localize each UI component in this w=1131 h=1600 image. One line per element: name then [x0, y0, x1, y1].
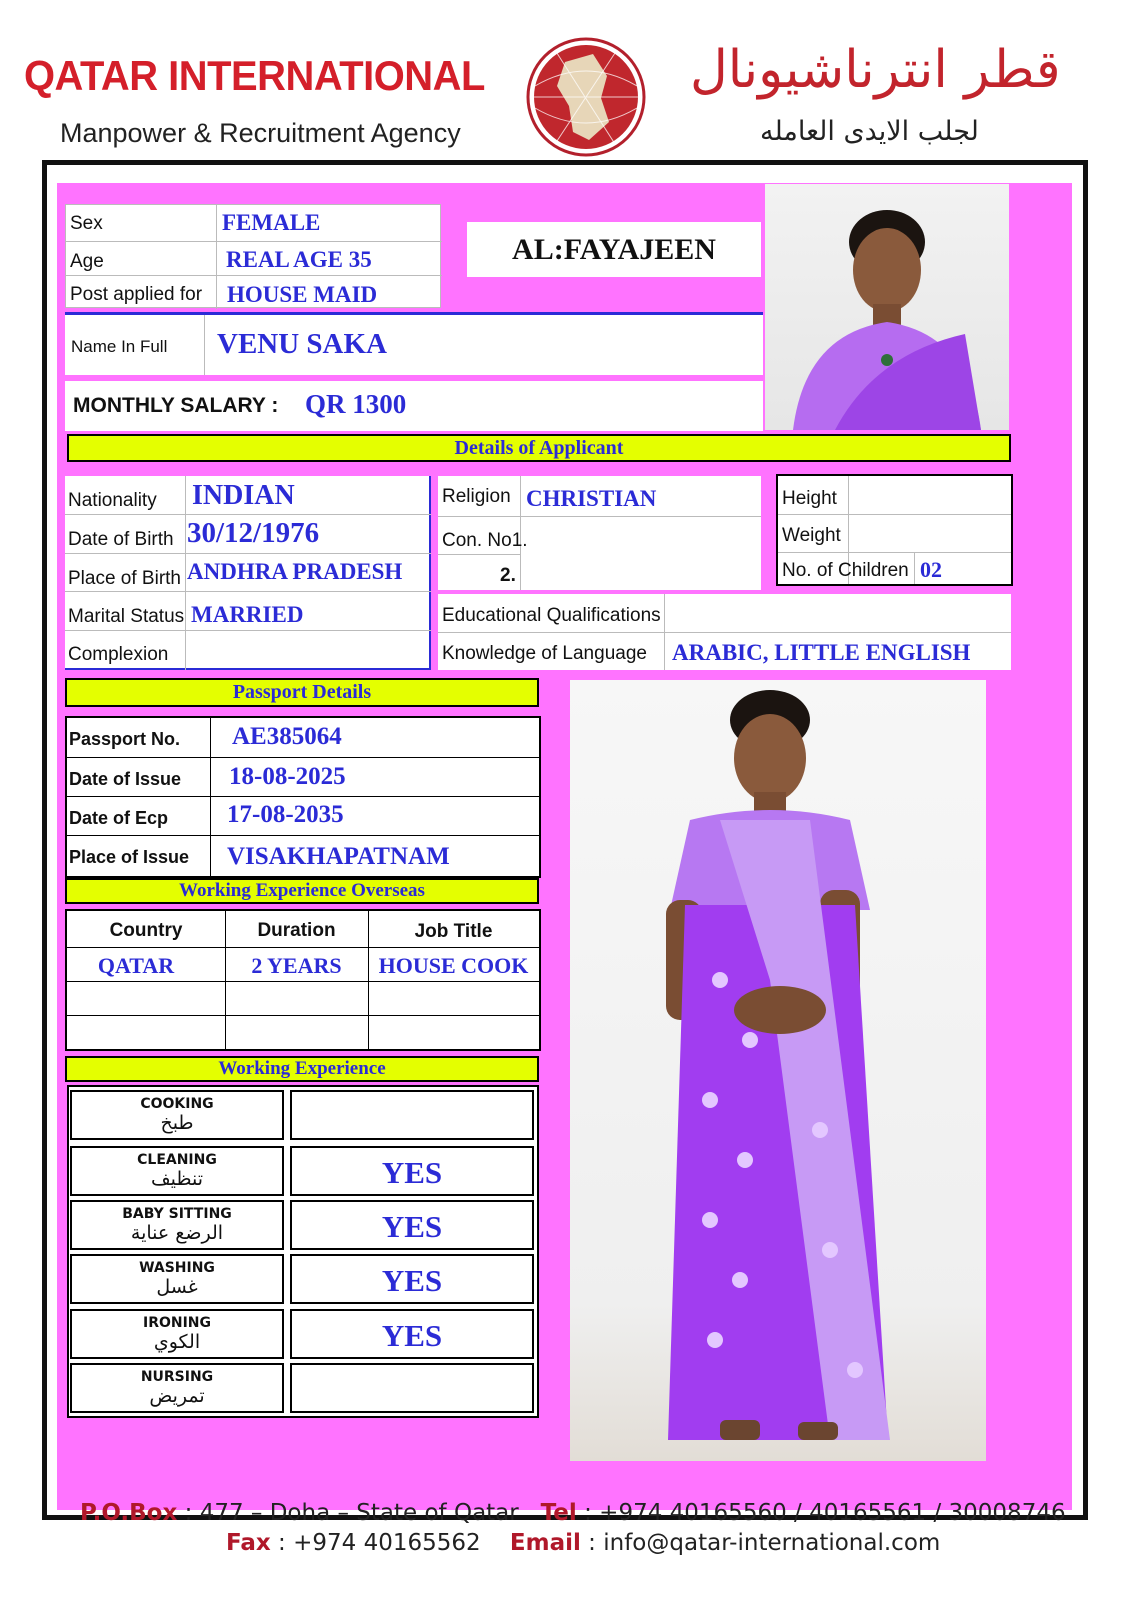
children-label: No. of Children	[782, 560, 909, 581]
height-label: Height	[782, 488, 837, 509]
language-label: Knowledge of Language	[442, 643, 647, 664]
skill-label: BABY SITTING	[122, 1206, 232, 1222]
skill-label-arabic: تمريض	[149, 1385, 205, 1407]
skill-label: NURSING	[140, 1369, 214, 1385]
brand-tagline: Manpower & Recruitment Agency	[60, 118, 461, 148]
skill-row-cooking	[67, 1090, 537, 1142]
name-value: VENU SAKA	[217, 328, 387, 360]
weight-label: Weight	[782, 525, 841, 546]
marital-label: Marital Status	[68, 606, 185, 627]
skill-value: YES	[381, 1209, 443, 1244]
applicant-portrait	[765, 184, 1009, 430]
passport-table	[65, 716, 541, 878]
religion-value: CHRISTIAN	[526, 486, 657, 511]
education-language-table	[438, 594, 1011, 670]
col-country-header: Country	[109, 920, 183, 941]
applicant-full-photo	[570, 680, 986, 1461]
experience-title-band	[65, 1056, 539, 1082]
passport-title: Passport Details	[232, 681, 372, 703]
col-jobtitle-header: Job Title	[414, 921, 493, 942]
skill-value: YES	[381, 1155, 443, 1190]
skill-row-cleaning	[67, 1146, 537, 1198]
nationality-value: INDIAN	[192, 480, 295, 511]
overseas-duration-cell: 2 YEARS	[251, 953, 342, 978]
email-value[interactable]: : info@qatar-international.com	[580, 1530, 941, 1556]
skill-value: YES	[381, 1263, 443, 1298]
overseas-country-cell: QATAR	[97, 953, 175, 978]
language-value: ARABIC, LITTLE ENGLISH	[672, 640, 971, 665]
pob-label: Place of Birth	[68, 568, 181, 589]
col-duration-header: Duration	[257, 920, 336, 941]
age-value: REAL AGE 35	[226, 247, 372, 272]
details-title: Details of Applicant	[454, 437, 624, 459]
complexion-label: Complexion	[68, 644, 169, 665]
skill-label-arabic: تنظيف	[150, 1168, 203, 1190]
post-label: Post applied for	[70, 284, 203, 305]
expiry-date-label: Date of Ecp	[69, 808, 169, 828]
religion-label: Religion	[442, 486, 511, 507]
skill-row-ironing	[67, 1309, 537, 1361]
details-left-table	[65, 476, 431, 670]
brand-name-arabic: قطر انترناشيونال	[690, 40, 1061, 100]
religion-table	[438, 476, 761, 590]
overseas-title: Working Experience Overseas	[179, 880, 425, 901]
children-value: 02	[920, 557, 942, 582]
skill-label-arabic: الكوي	[153, 1331, 201, 1353]
fax-value: : +974 40165562	[270, 1530, 481, 1556]
pob-value: ANDHRA PRADESH	[187, 559, 403, 584]
post-value: HOUSE MAID	[227, 282, 378, 307]
skill-row-washing	[67, 1254, 537, 1306]
skill-label-arabic: طبخ	[160, 1112, 194, 1134]
details-title-band	[67, 434, 1011, 462]
experience-title: Working Experience	[218, 1058, 386, 1079]
education-label: Educational Qualifications	[442, 605, 661, 626]
overseas-table	[65, 909, 541, 1051]
salary-value: QR 1300	[305, 389, 407, 419]
po-label: P.O.Box	[80, 1500, 178, 1526]
physical-table	[776, 474, 1013, 586]
expiry-date-value: 17-08-2035	[227, 801, 344, 828]
overseas-title-band	[65, 878, 539, 904]
marital-value: MARRIED	[191, 602, 304, 627]
skill-label: CLEANING	[137, 1152, 217, 1168]
issue-place-label: Place of Issue	[69, 847, 190, 867]
skill-label: IRONING	[142, 1315, 212, 1331]
tel-value: : +974 40165560 / 40165561 / 30008746	[576, 1500, 1066, 1526]
skill-label: COOKING	[140, 1096, 214, 1112]
footer-address-line	[80, 1500, 1066, 1526]
globe-logo-icon	[525, 36, 647, 158]
footer-contact-line	[226, 1530, 940, 1556]
skill-value: YES	[381, 1318, 443, 1353]
agency-ref: AL:FAYAJEEN	[512, 233, 716, 266]
email-label: Email	[509, 1530, 581, 1556]
issue-date-value: 18-08-2025	[229, 763, 346, 790]
fax-label: Fax	[226, 1530, 271, 1556]
salary-row	[65, 381, 763, 431]
skill-row-baby-sitting	[67, 1200, 537, 1252]
nationality-label: Nationality	[68, 490, 157, 511]
brand-tagline-arabic: لجلب الايدى العامله	[760, 116, 979, 147]
dob-label: Date of Birth	[68, 529, 174, 550]
sex-label: Sex	[70, 213, 103, 234]
contact2-label: 2.	[500, 565, 516, 586]
skill-label-arabic: غسل	[156, 1276, 198, 1298]
summary-box	[65, 204, 441, 308]
issue-place-value: VISAKHAPATNAM	[227, 843, 450, 870]
skill-label-arabic: الرضع عناية	[130, 1222, 224, 1244]
salary-label: MONTHLY SALARY :	[73, 394, 279, 417]
name-label: Name In Full	[71, 337, 168, 356]
passport-no-label: Passport No.	[69, 729, 181, 749]
overseas-jobtitle-cell: HOUSE COOK	[378, 953, 529, 978]
contact1-label: Con. No1.	[442, 530, 528, 551]
passport-title-band	[65, 678, 539, 707]
tel-label: Tel	[540, 1500, 577, 1526]
passport-no-value: AE385064	[232, 723, 342, 750]
age-label: Age	[70, 251, 104, 272]
sex-value: FEMALE	[222, 210, 321, 235]
agency-ref-box	[467, 222, 761, 277]
brand-name: QATAR INTERNATIONAL	[24, 52, 485, 99]
skill-label: WASHING	[139, 1260, 215, 1276]
dob-value: 30/12/1976	[187, 517, 320, 549]
name-row	[65, 312, 763, 375]
issue-date-label: Date of Issue	[69, 769, 182, 789]
po-value: : 477 – Doha – State of Qatar	[177, 1500, 519, 1526]
skill-row-nursing	[67, 1363, 537, 1415]
